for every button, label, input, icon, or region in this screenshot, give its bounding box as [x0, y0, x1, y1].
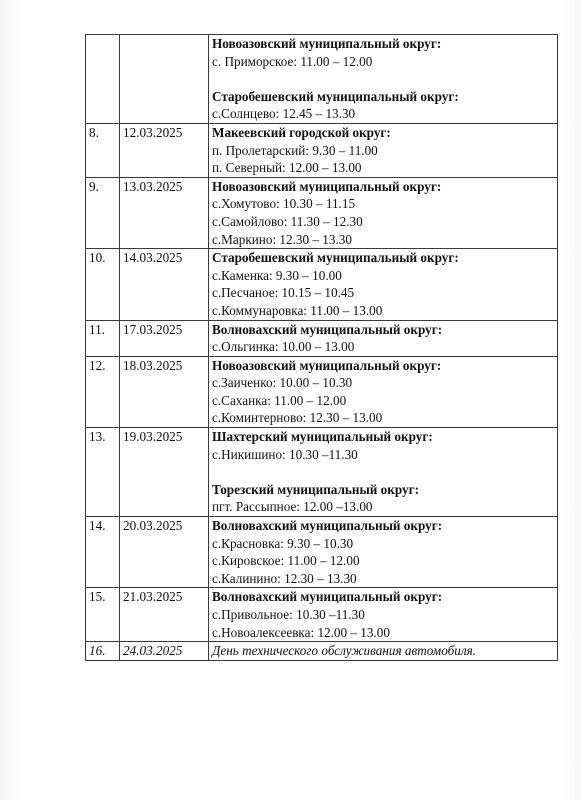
row-date: 19.03.2025 [120, 428, 209, 517]
row-schedule-info [209, 35, 558, 124]
place-time: с.Коммунаровка: 11.00 – 13.00 [212, 302, 383, 318]
district-name: Волновахский муниципальный округ: [212, 589, 443, 605]
place-time: с.Хомутово: 10.30 – 11.15 [212, 196, 356, 212]
place-time: пгт. Рассыпное: 12.00 –13.00 [212, 499, 373, 515]
district-name: Новоазовский муниципальный округ: [212, 357, 442, 373]
place-time: с.Каменка: 9.30 – 10.00 [212, 267, 342, 283]
place-time: с.Песчаное: 10.15 – 10.45 [212, 285, 355, 301]
district-name: Макеевский городской округ: [212, 124, 391, 140]
table-row [86, 123, 558, 177]
place-time: с. Приморское: 11.00 – 12.00 [212, 53, 373, 69]
row-schedule-info [209, 249, 558, 320]
row-schedule-info [209, 320, 558, 356]
district-name: Новоазовский муниципальный округ: [212, 36, 442, 51]
place-time: с.Солнцево: 12.45 – 13.30 [212, 106, 356, 122]
row-schedule-info [209, 588, 558, 642]
row-date: 21.03.2025 [120, 588, 209, 642]
table-row [86, 35, 558, 124]
row-schedule-info [209, 356, 558, 427]
row-date: 20.03.2025 [120, 517, 209, 588]
group-spacer [212, 463, 554, 481]
table-row [86, 517, 558, 588]
place-time: с.Коминтерново: 12.30 – 13.00 [212, 410, 383, 426]
row-number: 9. [86, 177, 120, 248]
row-schedule-info [209, 123, 558, 177]
row-date: 18.03.2025 [120, 356, 209, 427]
place-time: с.Привольное: 10.30 –11.30 [212, 607, 365, 622]
table-row-service-day [86, 642, 558, 661]
row-schedule-info [209, 177, 558, 248]
row-number [86, 35, 120, 124]
district-name: Волновахский муниципальный округ: [212, 321, 443, 337]
table-row [86, 320, 558, 356]
row-number: 10. [86, 249, 120, 320]
district-name: Старобешевский муниципальный округ: [212, 250, 459, 266]
place-time: с.Красновка: 9.30 – 10.30 [212, 535, 354, 551]
district-name: Старобешевский муниципальный округ: [212, 88, 459, 104]
row-number: 11. [86, 320, 120, 356]
schedule-table [85, 34, 558, 661]
table-row [86, 177, 558, 248]
row-date [120, 35, 209, 124]
table-row [86, 249, 558, 320]
place-time: с.Калинино: 12.30 – 13.30 [212, 570, 357, 586]
place-time: с.Саханка: 11.00 – 12.00 [212, 392, 347, 408]
group-spacer [212, 70, 554, 88]
place-time: с.Кировское: 11.00 – 12.00 [212, 553, 360, 569]
row-number: 13. [86, 428, 120, 517]
table-row [86, 356, 558, 427]
row-date: 24.03.2025 [120, 642, 209, 661]
district-name: Шахтерский муниципальный округ: [212, 429, 433, 445]
row-note: День технического обслуживания автомобиля. [209, 642, 558, 661]
place-time: п. Пролетарский: 9.30 – 11.00 [212, 142, 378, 158]
table-row [86, 428, 558, 517]
row-number: 8. [86, 123, 120, 177]
place-time: с.Самойлово: 11.30 – 12.30 [212, 213, 363, 229]
district-name: Волновахский муниципальный округ: [212, 518, 443, 534]
schedule-body [86, 35, 558, 642]
place-time: с.Ольгинка: 10.00 – 13.00 [212, 339, 355, 355]
row-date: 17.03.2025 [120, 320, 209, 356]
row-number: 14. [86, 517, 120, 588]
place-time: с.Заиченко: 10.00 – 10.30 [212, 375, 353, 391]
row-number: 16. [86, 642, 120, 661]
row-number: 15. [86, 588, 120, 642]
place-time: с.Никишино: 10.30 –11.30 [212, 446, 358, 462]
row-date: 14.03.2025 [120, 249, 209, 320]
table-row [86, 588, 558, 642]
row-date: 13.03.2025 [120, 177, 209, 248]
row-date: 12.03.2025 [120, 123, 209, 177]
district-name: Торезский муниципальный округ: [212, 481, 419, 497]
place-time: с.Маркино: 12.30 – 13.30 [212, 231, 352, 247]
place-time: п. Северный: 12.00 – 13.00 [212, 160, 362, 176]
place-time: с.Новоалексеевка: 12.00 – 13.00 [212, 624, 390, 640]
district-name: Новоазовский муниципальный округ: [212, 178, 442, 194]
row-schedule-info [209, 517, 558, 588]
row-number: 12. [86, 356, 120, 427]
row-schedule-info [209, 428, 558, 517]
